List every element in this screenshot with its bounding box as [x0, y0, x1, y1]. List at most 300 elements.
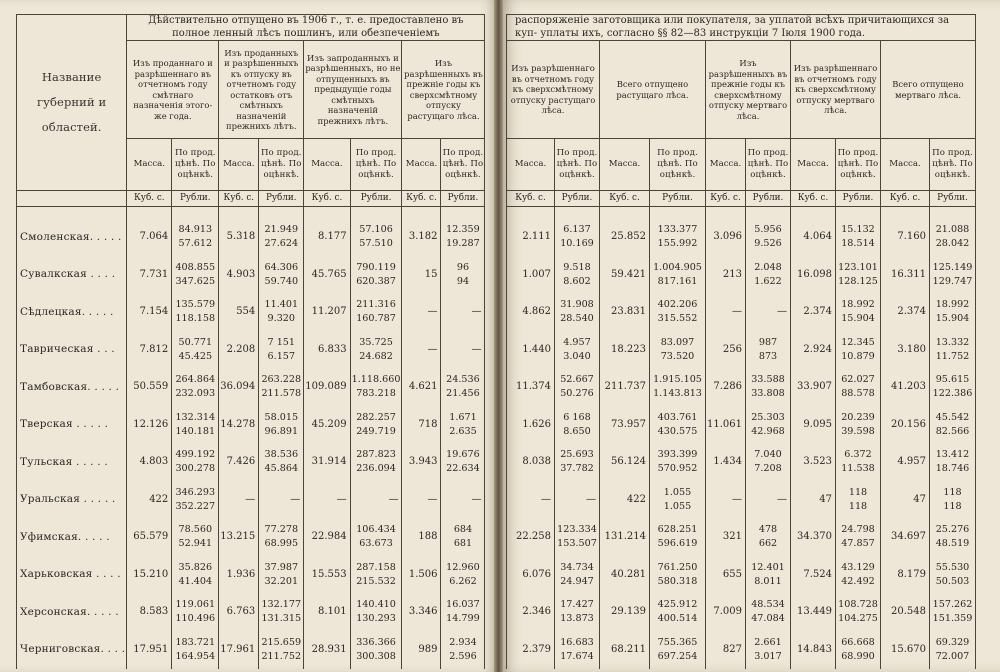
mass-cell: 3.523	[791, 444, 836, 482]
price-cell	[350, 594, 402, 632]
sale-price-value: 7 151	[267, 336, 296, 348]
mass-cell: 9.095	[791, 406, 836, 444]
sale-price-value: 408.855	[175, 261, 216, 273]
price-cell	[350, 294, 402, 332]
right-table	[506, 14, 976, 669]
table-row	[17, 594, 485, 632]
price-cell	[930, 219, 976, 257]
sale-price-value: 425.912	[657, 599, 698, 611]
sale-price-value: 123.101	[838, 261, 878, 273]
sale-price-value: 33.588	[751, 374, 785, 386]
estimate-value: 37.782	[560, 463, 594, 475]
left-top-header: Дѣйствительно отпущено въ 1906 г., т. е. предоставлено въ полное ленный лѣсъ пошлинъ, или обезпеченiемъ	[127, 15, 485, 41]
price-cell	[172, 331, 219, 369]
mass-cell: 7.812	[127, 331, 172, 369]
price-header: По прод. цѣнѣ. По оцѣнкѣ.	[930, 139, 976, 191]
estimate-value: 57.510	[359, 238, 393, 250]
estimate-value: 211.578	[261, 388, 302, 400]
sale-price-value: 21.088	[935, 224, 970, 236]
mass-cell: 7.524	[791, 556, 836, 594]
unit-price: Рубли.	[650, 191, 706, 207]
sale-price-value: 123.334	[557, 524, 597, 536]
price-header: По прод. цѣнѣ. По оцѣнкѣ.	[172, 139, 219, 191]
mass-cell: 3.943	[402, 444, 441, 482]
mass-cell: 6.076	[507, 556, 555, 594]
sale-price-value: 57.106	[359, 224, 393, 236]
price-cell	[930, 256, 976, 294]
mass-cell: 109.089	[304, 369, 350, 407]
estimate-value: 580.318	[657, 575, 698, 587]
sale-price-value: 684	[453, 524, 473, 536]
price-cell	[746, 631, 791, 669]
book-gutter	[494, 0, 503, 672]
unit-mass: Куб. с.	[127, 191, 172, 207]
province-name: Уфимская. . . . .	[17, 519, 127, 557]
sale-price-value: 393.399	[657, 449, 698, 461]
price-cell	[259, 519, 304, 557]
spacer-cell	[791, 207, 836, 219]
mass-cell: 23.831	[600, 294, 650, 332]
spacer-cell	[836, 207, 881, 219]
sale-price-value: 66.668	[841, 636, 875, 648]
spacer-cell	[555, 207, 600, 219]
sale-price-value: 1.118.660	[351, 374, 401, 386]
price-cell	[746, 594, 791, 632]
sale-price-value: 7.040	[754, 449, 782, 461]
sale-price-value: 77.278	[264, 524, 299, 536]
price-cell	[350, 556, 402, 594]
estimate-value: 13.873	[560, 613, 594, 625]
sale-price-value: 287.823	[356, 449, 396, 461]
price-header: По прод. цѣнѣ. По оцѣнкѣ.	[441, 139, 485, 191]
estimate-value: 15.904	[935, 313, 970, 325]
mass-cell: 7.286	[706, 369, 746, 407]
price-cell	[746, 406, 791, 444]
mass-cell: 11.374	[507, 369, 555, 407]
sale-price-value: 13.412	[935, 449, 970, 461]
estimate-value: 73.520	[660, 350, 695, 362]
sale-price-value: 16.037	[446, 599, 480, 611]
sale-price-value: 346.293	[175, 486, 216, 498]
estimate-value: 110.496	[175, 613, 216, 625]
mass-cell: 655	[706, 556, 746, 594]
estimate-value: 211.752	[261, 650, 302, 662]
mass-cell: 256	[706, 331, 746, 369]
sale-price-value: 37.987	[264, 561, 299, 573]
mass-cell: 7.731	[127, 256, 172, 294]
sale-price-value: 790.119	[356, 261, 396, 273]
sale-price-value: 84.913	[178, 224, 213, 236]
mass-cell: 22.258	[507, 519, 555, 557]
price-cell	[650, 631, 706, 669]
estimate-value: 57.612	[178, 238, 213, 250]
estimate-value: 94	[456, 275, 470, 287]
mass-cell: 15.210	[127, 556, 172, 594]
price-cell	[555, 444, 600, 482]
names-column-header: Название губерний и областей.	[17, 15, 127, 191]
estimate-value: 63.673	[359, 538, 393, 550]
price-cell	[555, 331, 600, 369]
estimate-value: 24.682	[359, 350, 393, 362]
sale-price-value: 58.015	[264, 411, 299, 423]
price-cell	[441, 219, 485, 257]
price-header: По прод. цѣнѣ. По оцѣнкѣ.	[650, 139, 706, 191]
price-cell	[172, 406, 219, 444]
sale-price-value: 45.542	[935, 411, 970, 423]
estimate-value: 48.519	[935, 538, 970, 550]
price-cell	[930, 406, 976, 444]
estimate-value: 68.995	[264, 538, 299, 550]
price-cell	[836, 406, 881, 444]
mass-cell: 47	[791, 481, 836, 519]
mass-cell: 321	[706, 519, 746, 557]
spacer-cell	[746, 207, 791, 219]
price-cell	[836, 519, 881, 557]
sale-price-value: 55.530	[935, 561, 970, 573]
sale-price-value: 96	[456, 261, 470, 273]
sale-price-value: 119.061	[175, 599, 216, 611]
mass-cell: 6.763	[219, 594, 259, 632]
table-row	[507, 631, 976, 669]
sale-price-value: 478	[758, 524, 778, 536]
price-cell	[650, 519, 706, 557]
mass-cell: 1.434	[706, 444, 746, 482]
price-cell	[441, 631, 485, 669]
price-cell	[650, 481, 706, 519]
spacer-cell	[507, 207, 555, 219]
sale-price-value: 50.771	[178, 336, 213, 348]
sale-price-value: 2.934	[449, 636, 477, 648]
estimate-value: 18.746	[935, 463, 970, 475]
sale-price-value: 24.798	[841, 524, 875, 536]
sale-price-value: 11.401	[264, 299, 299, 311]
estimate-value: 96.891	[264, 425, 299, 437]
estimate-value: 27.624	[264, 238, 299, 250]
spacer-cell	[706, 207, 746, 219]
estimate-value: 3.017	[754, 650, 782, 662]
mass-cell: 3.346	[402, 594, 441, 632]
price-cell	[930, 594, 976, 632]
spacer-cell	[441, 207, 485, 219]
estimate-value: 347.625	[175, 275, 216, 287]
sale-price-value: 25.303	[751, 411, 785, 423]
estimate-value: 9.526	[754, 238, 782, 250]
sale-price-value: 1.671	[449, 411, 477, 423]
mass-cell: 17.961	[219, 631, 259, 669]
mass-cell: 13.215	[219, 519, 259, 557]
mass-cell: —	[507, 481, 555, 519]
price-cell	[746, 256, 791, 294]
table-row	[17, 256, 485, 294]
price-cell	[259, 444, 304, 482]
price-cell	[172, 519, 219, 557]
table-row	[17, 369, 485, 407]
mass-cell: —	[746, 294, 791, 332]
price-cell	[441, 594, 485, 632]
mass-cell: 14.278	[219, 406, 259, 444]
price-cell	[650, 294, 706, 332]
mass-cell: —	[441, 294, 485, 332]
mass-cell: 15.670	[881, 631, 930, 669]
sale-price-value: 19.676	[446, 449, 480, 461]
estimate-value: 59.740	[264, 275, 299, 287]
sale-price-value: 132.177	[261, 599, 302, 611]
table-row	[17, 556, 485, 594]
group-header: Всего отпущено мертваго лѣса.	[881, 41, 976, 139]
province-name: Сувалкская . . . .	[17, 256, 127, 294]
price-cell	[172, 631, 219, 669]
sale-price-value: 21.949	[264, 224, 299, 236]
sale-price-value: 761.250	[657, 561, 698, 573]
mass-cell: 2.346	[507, 594, 555, 632]
mass-header: Масса.	[127, 139, 172, 191]
price-cell	[650, 331, 706, 369]
sale-price-value: 118	[943, 486, 962, 498]
price-cell	[746, 444, 791, 482]
mass-cell: 31.914	[304, 444, 350, 482]
table-row	[507, 219, 976, 257]
mass-header: Масса.	[791, 139, 836, 191]
estimate-value: 620.387	[356, 275, 396, 287]
price-cell	[172, 481, 219, 519]
table-row	[17, 219, 485, 257]
province-name: Херсонская. . . . .	[17, 594, 127, 632]
table-row	[507, 556, 976, 594]
sale-price-value: 140.410	[356, 599, 396, 611]
mass-cell: 131.214	[600, 519, 650, 557]
estimate-value: 596.619	[657, 538, 698, 550]
sale-price-value: 2.048	[754, 261, 782, 273]
price-cell	[350, 519, 402, 557]
estimate-value: 45.425	[178, 350, 213, 362]
mass-cell: 5.318	[219, 219, 259, 257]
estimate-value: 155.992	[657, 238, 698, 250]
price-cell	[441, 556, 485, 594]
estimate-value: 130.293	[356, 613, 396, 625]
unit-mass: Куб. с.	[507, 191, 555, 207]
price-cell	[259, 594, 304, 632]
estimate-value: 41.404	[178, 575, 213, 587]
estimate-value: 18.514	[841, 238, 875, 250]
price-cell	[350, 331, 402, 369]
price-cell	[350, 444, 402, 482]
province-name: Тверская . . . . .	[17, 406, 127, 444]
mass-cell: 8.038	[507, 444, 555, 482]
price-cell	[746, 519, 791, 557]
estimate-value: 32.201	[264, 575, 299, 587]
sale-price-value: 12.960	[446, 561, 480, 573]
unit-mass: Куб. с.	[600, 191, 650, 207]
table-row	[17, 294, 485, 332]
province-name: Тамбовская. . . . .	[17, 369, 127, 407]
estimate-value: 33.808	[751, 388, 785, 400]
price-cell	[836, 444, 881, 482]
price-cell	[350, 369, 402, 407]
mass-cell: 1.007	[507, 256, 555, 294]
sale-price-value: 18.992	[935, 299, 970, 311]
estimate-value: 164.954	[175, 650, 216, 662]
sale-price-value: 43.129	[841, 561, 875, 573]
sale-price-value: 118	[848, 486, 868, 498]
price-cell	[930, 294, 976, 332]
sale-price-value: 17.427	[560, 599, 594, 611]
price-header: По прод. цѣнѣ. По оцѣнкѣ.	[555, 139, 600, 191]
price-cell	[350, 631, 402, 669]
sale-price-value: 38.536	[264, 449, 299, 461]
mass-cell: 16.098	[791, 256, 836, 294]
estimate-value: 82.566	[935, 425, 970, 437]
sale-price-value: 12.359	[446, 224, 480, 236]
spacer-cell	[402, 207, 441, 219]
sale-price-value: 132.314	[175, 411, 216, 423]
province-name: Уральская . . . . .	[17, 481, 127, 519]
table-row	[507, 369, 976, 407]
price-cell	[836, 369, 881, 407]
unit-mass: Куб. с.	[304, 191, 350, 207]
spacer-cell	[304, 207, 350, 219]
estimate-value: 9.320	[267, 313, 296, 325]
estimate-value: 7.208	[754, 463, 782, 475]
price-header: По прод. цѣнѣ. По оцѣнкѣ.	[836, 139, 881, 191]
mass-cell: 34.370	[791, 519, 836, 557]
sale-price-value: 83.097	[660, 336, 695, 348]
sale-price-value: 95.615	[935, 374, 970, 386]
province-name: Харьковская . . . .	[17, 556, 127, 594]
mass-cell: 1.440	[507, 331, 555, 369]
price-cell	[441, 406, 485, 444]
group-header: Всего отпущено растущаго лѣса.	[600, 41, 706, 139]
mass-cell: 16.311	[881, 256, 930, 294]
mass-cell: 422	[600, 481, 650, 519]
mass-cell: 12.126	[127, 406, 172, 444]
sale-price-value: 183.721	[175, 636, 216, 648]
table-row	[507, 594, 976, 632]
left-page	[0, 0, 497, 672]
unit-mass: Куб. с.	[402, 191, 441, 207]
mass-cell: 4.621	[402, 369, 441, 407]
mass-cell: 36.094	[219, 369, 259, 407]
price-cell	[930, 631, 976, 669]
price-cell	[555, 556, 600, 594]
mass-cell: 3.182	[402, 219, 441, 257]
price-cell	[259, 631, 304, 669]
mass-cell: 422	[127, 481, 172, 519]
estimate-value: 153.507	[557, 538, 597, 550]
mass-cell: 7.154	[127, 294, 172, 332]
estimate-value: 300.278	[175, 463, 216, 475]
mass-cell: 65.579	[127, 519, 172, 557]
price-cell	[930, 481, 976, 519]
mass-header: Масса.	[304, 139, 350, 191]
sale-price-value: 211.316	[356, 299, 396, 311]
mass-cell: 45.765	[304, 256, 350, 294]
mass-header: Масса.	[402, 139, 441, 191]
unit-price: Рубли.	[441, 191, 485, 207]
estimate-value: 3.040	[563, 350, 591, 362]
mass-cell: 8.179	[881, 556, 930, 594]
sale-price-value: 12.345	[841, 336, 875, 348]
price-cell	[259, 294, 304, 332]
estimate-value: 15.904	[841, 313, 875, 325]
price-cell	[836, 631, 881, 669]
mass-cell: —	[441, 481, 485, 519]
mass-cell: 22.984	[304, 519, 350, 557]
sale-price-value: 264.864	[175, 374, 216, 386]
mass-cell: 7.009	[706, 594, 746, 632]
estimate-value: 215.532	[356, 575, 396, 587]
estimate-value: 10.879	[841, 350, 875, 362]
mass-cell: 7.426	[219, 444, 259, 482]
sale-price-value: 62.027	[841, 374, 875, 386]
mass-cell: 8.101	[304, 594, 350, 632]
sale-price-value: 336.366	[356, 636, 396, 648]
estimate-value: 430.575	[657, 425, 698, 437]
mass-cell: —	[350, 481, 402, 519]
price-cell	[259, 331, 304, 369]
price-cell	[650, 444, 706, 482]
mass-cell: 4.064	[791, 219, 836, 257]
price-cell	[836, 219, 881, 257]
sale-price-value: 25.693	[560, 449, 594, 461]
estimate-value: 19.287	[446, 238, 480, 250]
price-cell	[650, 369, 706, 407]
estimate-value: 39.598	[841, 425, 875, 437]
table-row	[507, 406, 976, 444]
price-cell	[172, 369, 219, 407]
estimate-value: 28.540	[560, 313, 594, 325]
estimate-value: 697.254	[657, 650, 698, 662]
unit-spacer	[17, 191, 127, 207]
price-cell	[259, 219, 304, 257]
province-name: Черниговская. . . .	[17, 631, 127, 669]
estimate-value: 1.055	[663, 500, 692, 512]
mass-header: Масса.	[881, 139, 930, 191]
price-cell	[650, 556, 706, 594]
province-name: Смоленская. . . . .	[17, 219, 127, 257]
price-cell	[441, 519, 485, 557]
price-cell	[650, 406, 706, 444]
mass-cell: 6.833	[304, 331, 350, 369]
spacer-cell	[650, 207, 706, 219]
mass-cell: 2.924	[791, 331, 836, 369]
mass-cell: 18.223	[600, 331, 650, 369]
price-cell	[259, 369, 304, 407]
estimate-value: 2.635	[449, 425, 477, 437]
price-cell	[930, 444, 976, 482]
table-row	[507, 294, 976, 332]
sale-price-value: 1.915.105	[653, 374, 702, 386]
mass-cell: 827	[706, 631, 746, 669]
mass-cell: 4.903	[219, 256, 259, 294]
price-header: По прод. цѣнѣ. По оцѣнкѣ.	[350, 139, 402, 191]
estimate-value: 50.503	[935, 575, 970, 587]
mass-cell: 68.211	[600, 631, 650, 669]
estimate-value: 11.752	[935, 350, 970, 362]
estimate-value: 24.947	[560, 575, 594, 587]
sale-price-value: 987	[758, 336, 778, 348]
sale-price-value: 4.957	[563, 336, 591, 348]
estimate-value: 42.492	[841, 575, 875, 587]
sale-price-value: 403.761	[657, 411, 698, 423]
price-cell	[172, 444, 219, 482]
mass-cell: —	[304, 481, 350, 519]
estimate-value: 52.941	[178, 538, 213, 550]
price-cell	[746, 331, 791, 369]
spacer-cell	[172, 207, 219, 219]
sale-price-value: 263.228	[261, 374, 302, 386]
price-cell	[836, 594, 881, 632]
sale-price-value: 9.518	[563, 261, 591, 273]
